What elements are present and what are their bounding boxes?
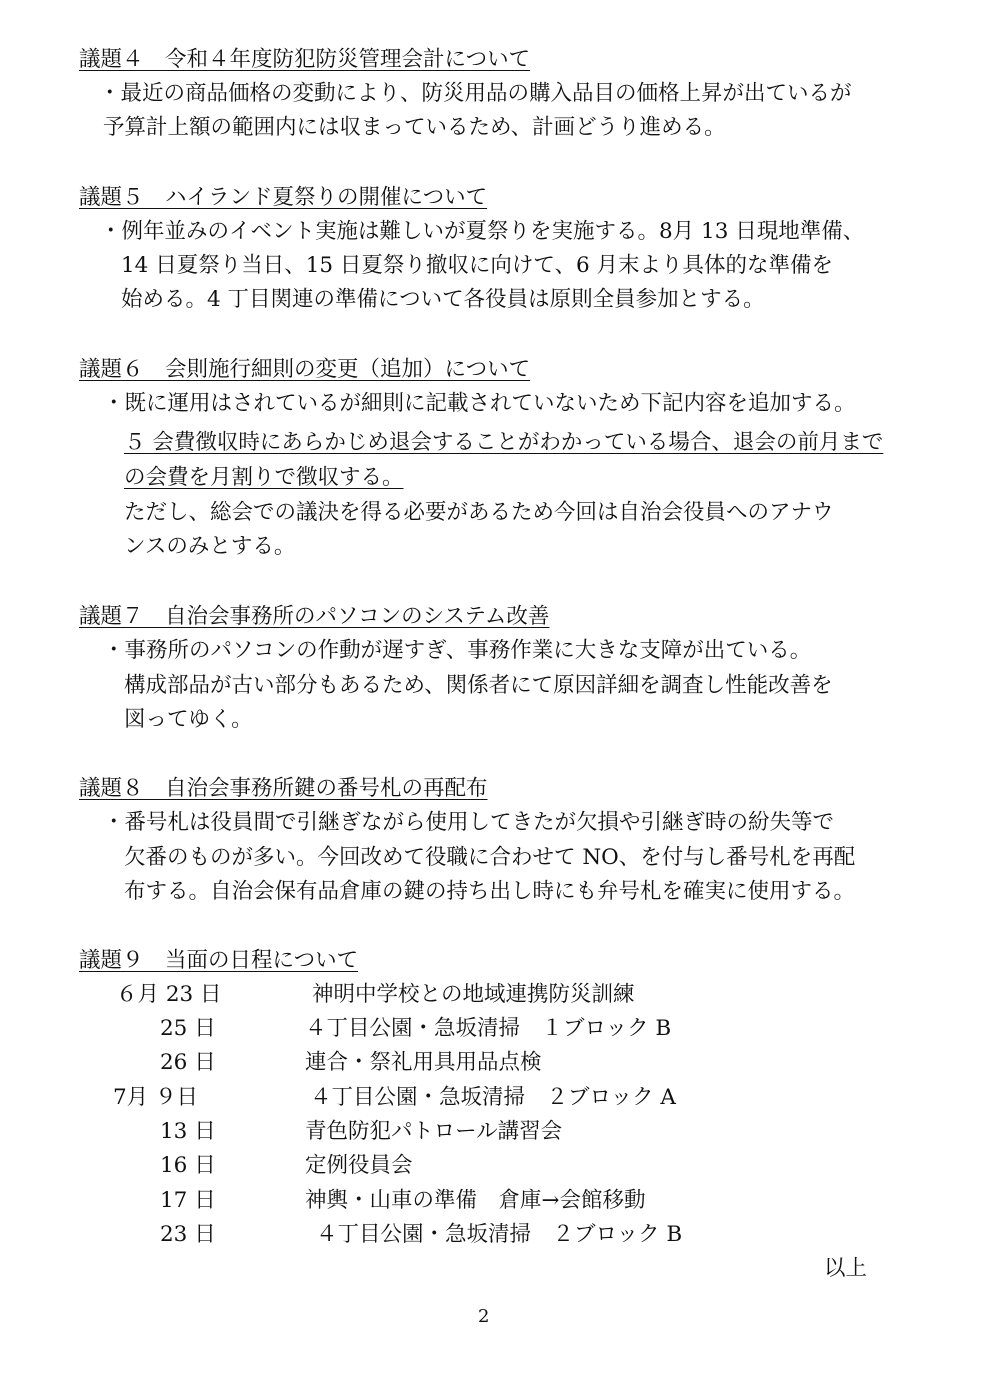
agenda7-line-3: 図ってゆく。 (124, 707, 253, 732)
schedule-event: ４丁目公園・急坂清掃 ２ブロック A (310, 1085, 676, 1110)
agenda5-line-1: ・例年並みのイベント実施は難しいが夏祭りを実施する。8月 13 日現地準備、 (100, 219, 865, 244)
schedule-event: 青色防犯パトロール講習会 (305, 1119, 563, 1144)
agenda8-line-2: 欠番のものが多い。今回改めて役職に合わせて NO、を付与し番号札を再配 (124, 845, 856, 870)
agenda7-line-1: ・事務所のパソコンの作動が遅すぎ、事務作業に大きな支障が出ている。 (103, 638, 812, 663)
schedule-event: 連合・祭礼用具用品点検 (305, 1050, 542, 1075)
schedule-date: 16 日 (160, 1153, 216, 1178)
schedule-event: 神輿・山車の準備 倉庫→会館移動 (305, 1188, 646, 1213)
agenda6-heading: 議題６ 会則施行細則の変更（追加）について (79, 357, 531, 382)
agenda4-heading: 議題４ 令和４年度防犯防災管理会計について (79, 47, 531, 72)
schedule-date: 13 日 (160, 1119, 216, 1144)
schedule-date: ６月 23 日 (116, 982, 222, 1007)
closing-text: 以上 (824, 1256, 868, 1281)
schedule-date: 7月 ９日 (113, 1085, 199, 1110)
schedule-event: 定例役員会 (305, 1153, 413, 1178)
schedule-date: 23 日 (160, 1222, 216, 1247)
agenda5-line-3: 始める。4 丁目関連の準備について各役員は原則全員参加とする。 (121, 287, 765, 312)
agenda6-line-1: ・既に運用はされているが細則に記載されていないため下記内容を追加する。 (103, 391, 856, 416)
schedule-date: 26 日 (160, 1050, 216, 1075)
agenda5-line-2: 14 日夏祭り当日、15 日夏祭り撤収に向けて、6 月末より具体的な準備を (121, 253, 833, 278)
agenda4-line-2: 予算計上額の範囲内には収まっているため、計画どうり進める。 (103, 115, 726, 140)
agenda8-line-3: 布する。自治会保有品倉庫の鍵の持ち出し時にも弁号札を確実に使用する。 (124, 879, 856, 904)
schedule-event: 神明中学校との地域連携防災訓練 (312, 982, 635, 1007)
agenda6-added-rule-1: ５ 会費徴収時にあらかじめ退会することがわかっている場合、退会の前月まで (124, 430, 884, 455)
schedule-date: 25 日 (160, 1016, 216, 1041)
agenda5-heading: 議題５ ハイランド夏祭りの開催について (79, 185, 488, 210)
schedule-event: ４丁目公園・急坂清掃 １ブロック B (305, 1016, 672, 1041)
agenda4-line-1: ・最近の商品価格の変動により、防災用品の購入品目の価格上昇が出ているが (99, 81, 852, 106)
page-number: 2 (478, 1306, 490, 1327)
schedule-event: ４丁目公園・急坂清掃 ２ブロック B (316, 1222, 683, 1247)
agenda9-heading: 議題９ 当面の日程について (79, 948, 359, 973)
schedule-date: 17 日 (160, 1188, 216, 1213)
agenda7-line-2: 構成部品が古い部分もあるため、関係者にて原因詳細を調査し性能改善を (124, 673, 833, 698)
agenda7-heading: 議題７ 自治会事務所のパソコンのシステム改善 (79, 604, 550, 629)
agenda6-note-2: ンスのみとする。 (124, 534, 296, 559)
agenda8-heading: 議題８ 自治会事務所鍵の番号札の再配布 (79, 776, 488, 801)
agenda8-line-1: ・番号札は役員間で引継ぎながら使用してきたが欠損や引継ぎ時の紛失等で (103, 810, 835, 835)
agenda6-added-rule-2: の会費を月割りで徴収する。 (124, 465, 404, 490)
agenda6-note-1: ただし、総会での議決を得る必要があるため今回は自治会役員へのアナウ (124, 500, 834, 525)
